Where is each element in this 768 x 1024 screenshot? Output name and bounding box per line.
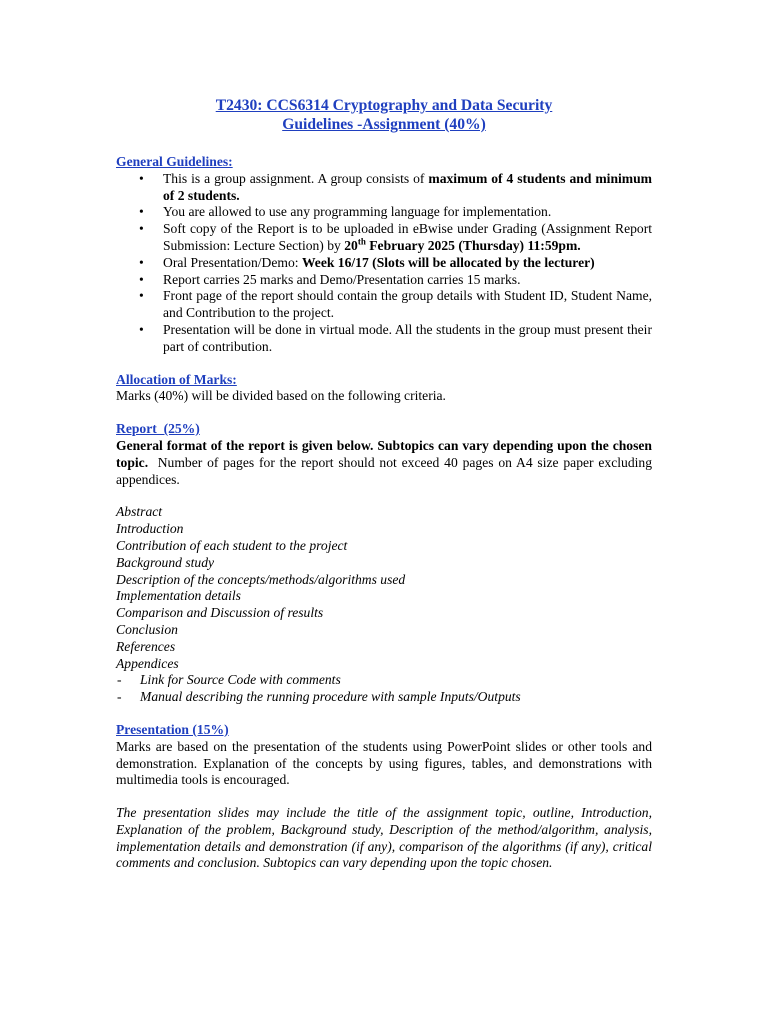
outline-item: References [116,638,176,654]
outline-item: Abstract [116,504,163,520]
report-format-bold-text: General format of the report is given below. Subtopics can vary depending upon the chosen topic. [116,437,652,470]
appendix-list [116,672,652,706]
deadline-text: 20th February 2025 (Thursday) 11:59pm. [344,236,581,253]
outline-item: Conclusion [116,621,178,637]
document-title [116,96,652,134]
outline-item: Comparison and Discussion of results [116,605,324,621]
allocation-text: Marks (40%) will be divided based on the following criteria. [116,388,446,404]
outline-item: Implementation details [116,588,241,604]
list-item-text: Report carries 25 marks and Demo/Presentation carries 15 marks. [163,271,521,287]
list-item [116,171,652,205]
list-item-text: Oral Presentation/Demo: [163,254,302,270]
list-item-text: Presentation will be done in virtual mode. All the students in the group must present their part of contribution. [163,321,652,354]
report-outline [116,504,652,706]
list-item-text: Soft copy of the Report is to be uploaded in eBwise under Grading (Assignment Report Submission: Lecture Section) by [163,221,652,253]
list-item [116,221,652,255]
appendix-item: - Link for Source Code with comments [116,672,652,689]
allocation-heading: Allocation of Marks: [116,371,237,387]
list-item [116,255,652,272]
title-line-2: Guidelines -Assignment (40%) [282,116,486,133]
list-item [116,272,652,289]
outline-item: Introduction [116,521,184,537]
report-format-paragraph [116,437,656,488]
outline-item: Description of the concepts/methods/algorithms used [116,571,406,587]
presentation-italic-text: The presentation slides may include the title of the assignment topic, outline, Introduction, Explanation of the problem, Background study, Description of the method/algorithm, analysis, implementation details and demonstration (if any), comparison of the algorithms (if any), critical comments and conclusion. Subtopics can vary depending upon the topic chosen. [116,805,652,871]
list-item [116,322,652,356]
general-guidelines-list [116,171,652,356]
list-item-text: This is a group assignment. A group consists of [163,170,429,186]
list-item-text: Front page of the report should contain the group details with Student ID, Student Name, and Contribution to the project. [163,288,652,321]
outline-item: Contribution of each student to the project [116,537,348,553]
list-item [116,288,652,322]
appendix-item: - Manual describing the running procedure with sample Inputs/Outputs [116,689,652,706]
outline-item: Appendices [116,655,179,671]
title-line-1: T2430: CCS6314 Cryptography and Data Security [215,97,553,114]
list-item-bold-text: Week 16/17 (Slots will be allocated by the lecturer) [301,254,595,270]
list-item [116,204,652,221]
report-heading: Report (25%) [116,421,200,437]
general-guidelines-heading: General Guidelines: [116,154,233,169]
outline-item: Background study [116,554,215,570]
list-item-text: You are allowed to use any programming language for implementation. [163,204,552,220]
presentation-text: Marks are based on the presentation of the students using PowerPoint slides or other tools and demonstration. Explanation of the concepts by using figures, tables, and demonstrations with multimedia tools is encouraged. [116,738,652,788]
report-format-text: Number of pages for the report should not exceed 40 pages on A4 size paper excluding appendices. [116,454,656,487]
presentation-heading: Presentation (15%) [116,721,229,737]
list-item-bold-text: maximum of 4 students and minimum of 2 students. [163,170,652,203]
